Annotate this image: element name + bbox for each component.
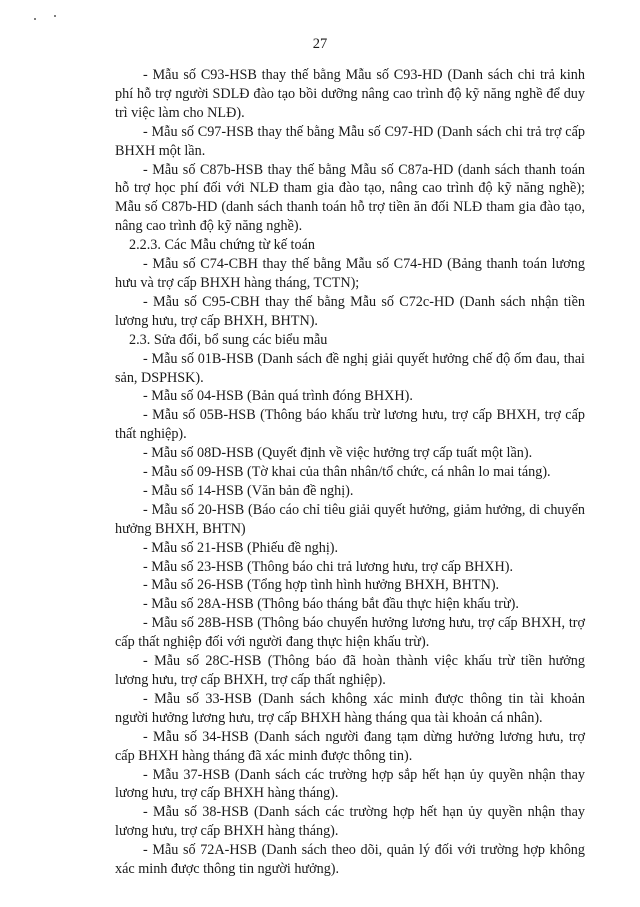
list-item: - Mẫu số 21-HSB (Phiếu đề nghị).	[143, 539, 339, 556]
list-item: - Mẫu số 05B-HSB (Thông báo khấu trừ lương hưu, trợ cấp BHXH, trợ cấp thất nghiệp).	[115, 407, 585, 443]
scan-speck	[34, 18, 36, 20]
section-heading: 2.3. Sửa đổi, bổ sung các biểu mẫu	[129, 331, 328, 348]
page-number: 27	[312, 36, 328, 52]
list-item: - Mẫu số 20-HSB (Báo cáo chỉ tiêu giải quyết hưởng, giảm hưởng, di chuyển hưởng BHXH, BHTN)	[115, 501, 585, 537]
list-item: - Mẫu số 04-HSB (Bản quá trình đóng BHXH).	[143, 388, 413, 405]
list-item: - Mẫu số 01B-HSB (Danh sách đề nghị giải quyết hưởng chế độ ốm đau, thai sản, DSPHSK).	[115, 350, 585, 386]
list-item: - Mẫu số C97-HSB thay thế bằng Mẫu số C97-HD (Danh sách chi trả trợ cấp BHXH một lần.	[115, 123, 585, 159]
list-item: - Mẫu số 34-HSB (Danh sách người đang tạm dừng hưởng lương hưu, trợ cấp BHXH hàng tháng đã xác minh được thông tin).	[115, 728, 585, 764]
list-item: - Mẫu số 28C-HSB (Thông báo đã hoàn thành việc khấu trừ tiền hưởng lương hưu, trợ cấp BHXH, trợ cấp thất nghiệp).	[115, 653, 585, 688]
list-item: - Mẫu số 72A-HSB (Danh sách theo dõi, quản lý đối với trường hợp không xác minh được thông tin người hưởng).	[115, 842, 585, 878]
scan-speck	[54, 15, 56, 17]
list-item: - Mẫu 37-HSB (Danh sách các trường hợp sắp hết hạn ủy quyền nhận thay lương hưu, trợ cấp BHXH hàng tháng).	[115, 766, 585, 802]
list-item: - Mẫu số 23-HSB (Thông báo chi trả lương hưu, trợ cấp BHXH).	[143, 558, 514, 575]
list-item: - Mẫu số 28A-HSB (Thông báo tháng bắt đầu thực hiện khấu trừ).	[143, 596, 519, 613]
list-item: - Mẫu số C95-CBH thay thế bằng Mẫu số C72c-HD (Danh sách nhận tiền lương hưu, trợ cấp BHXH, BHTN).	[115, 293, 585, 329]
section-heading: 2.2.3. Các Mẫu chứng từ kế toán	[129, 237, 315, 254]
document-body	[115, 66, 585, 879]
list-item: - Mẫu số 33-HSB (Danh sách không xác minh được thông tin tài khoản người hưởng lương hưu, trợ cấp BHXH hàng tháng qua tài khoản cá nhân).	[115, 690, 585, 726]
list-item: - Mẫu số 08D-HSB (Quyết định về việc hưởng trợ cấp tuất một lần).	[143, 445, 533, 462]
list-item: - Mẫu số C74-CBH thay thế bằng Mẫu số C74-HD (Bảng thanh toán lương hưu và trợ cấp BHXH hàng tháng, TCTN);	[115, 256, 585, 291]
list-item: - Mẫu số 38-HSB (Danh sách các trường hợp hết hạn ủy quyền nhận thay lương hưu, trợ cấp BHXH hàng tháng).	[115, 804, 585, 840]
list-item: - Mẫu số 26-HSB (Tổng hợp tình hình hưởng BHXH, BHTN).	[143, 577, 500, 594]
list-item: - Mẫu số 14-HSB (Văn bản đề nghị).	[143, 482, 354, 499]
list-item: - Mẫu số 28B-HSB (Thông báo chuyển hưởng lương hưu, trợ cấp BHXH, trợ cấp thất nghiệp đối với người đang thực hiện khấu trừ).	[115, 615, 585, 651]
list-item: - Mẫu số 09-HSB (Tờ khai của thân nhân/tổ chức, cá nhân lo mai táng).	[143, 464, 551, 481]
list-item: - Mẫu số C93-HSB thay thế bằng Mẫu số C93-HD (Danh sách chi trả kinh phí hỗ trợ người SDLĐ đào tạo bồi dưỡng nâng cao trình độ kỹ năng nghề để duy trì việc làm cho NLĐ).	[115, 67, 585, 121]
list-item: - Mẫu số C87b-HSB thay thế bằng Mẫu số C87a-HD (danh sách thanh toán hỗ trợ học phí đối với NLĐ tham gia đào tạo, nâng cao trình độ kỹ năng nghề); Mẫu số C87b-HD (danh sách thanh toán hỗ trợ tiền ăn đối NLĐ tham gia đào tạo, nâng cao trình độ kỹ năng nghề).	[115, 161, 585, 235]
